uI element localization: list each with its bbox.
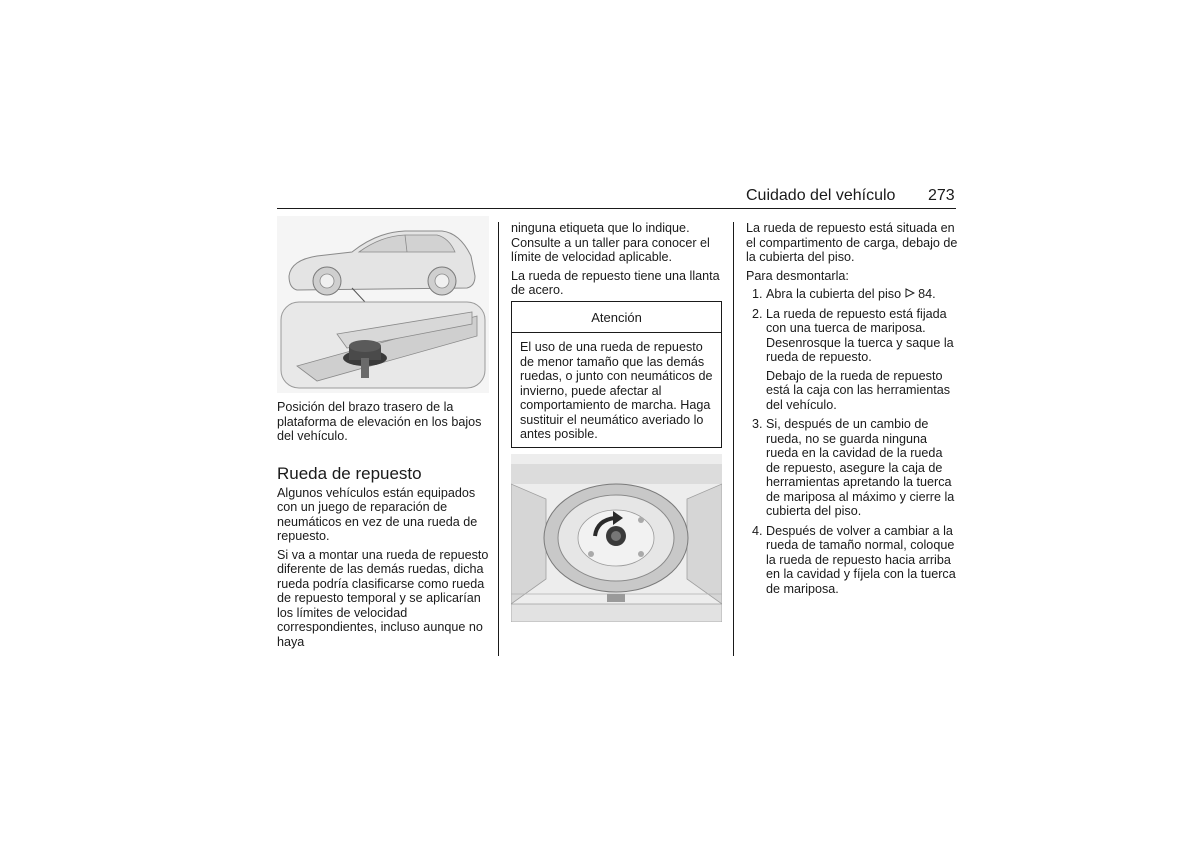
warning-title: Atención	[512, 302, 721, 333]
spare-wheel-icon	[511, 454, 722, 622]
column-divider	[733, 222, 734, 656]
list-item	[746, 524, 958, 597]
section-heading: Rueda de repuesto	[277, 463, 422, 483]
spare-wheel-trunk-illustration	[511, 454, 722, 622]
column-3-text	[746, 221, 958, 601]
page-reference: 84.	[918, 287, 936, 301]
list-item	[746, 287, 958, 302]
running-header-title: Cuidado del vehículo	[746, 187, 896, 204]
step-number: 3.	[752, 417, 763, 431]
paragraph: Algunos vehículos están equipados con un juego de reparación de neumáticos en vez de una rueda de repuesto.	[277, 485, 478, 543]
list-item	[746, 417, 958, 519]
step-text: Después de volver a cambiar a la rueda de tamaño normal, coloque la rueda de repuesto hacia arriba en la cavidad y fíjela con la tuerca de mariposa.	[766, 523, 956, 596]
paragraph: Si va a montar una rueda de repuesto diferente de las demás ruedas, dicha rueda podría clasificarse como rueda de repuesto temporal y se aplicarían los límites de velocidad correspondientes, incluso aunque no haya	[277, 547, 489, 649]
car-illustration-icon	[277, 216, 489, 393]
step-subtext: Debajo de la rueda de repuesto está la caja con las herramientas del vehículo.	[766, 368, 951, 412]
header-rule	[277, 208, 956, 209]
step-number: 4.	[752, 523, 763, 538]
list-item	[746, 307, 958, 413]
warning-box	[511, 301, 722, 448]
warning-body: El uso de una rueda de repuesto de menor tamaño que las demás ruedas, o junto con neumáticos de invierno, puede afectar al comportamiento de marcha. Haga sustituir el neumático averiado lo antes posible.	[520, 340, 713, 441]
step-text: Si, después de un cambio de rueda, no se guarda ninguna rueda en la cavidad de la rueda de repuesto, asegure la caja de herramientas apretando la tuerca de mariposa al máximo y cierre la cubierta del piso.	[766, 417, 955, 518]
page-reference-icon	[905, 287, 915, 302]
paragraph: La rueda de repuesto tiene una llanta de acero.	[511, 268, 720, 297]
step-text: Abra la cubierta del piso	[766, 287, 902, 301]
paragraph: La rueda de repuesto está situada en el compartimento de carga, debajo de la cubierta del piso.	[746, 221, 958, 264]
step-number: 2.	[752, 306, 763, 321]
column-1-text	[277, 400, 489, 653]
figure-caption: Posición del brazo trasero de la plataforma de elevación en los bajos del vehículo.	[277, 400, 482, 443]
car-lift-point-illustration	[277, 216, 489, 393]
page-number: 273	[928, 187, 955, 204]
steps-list	[746, 287, 958, 596]
step-number: 1.	[752, 287, 763, 301]
step-text: La rueda de repuesto está fijada con una tuerca de mariposa. Desenrosque la tuerca y saque la rueda de repuesto.	[766, 306, 954, 364]
column-divider	[498, 222, 499, 656]
paragraph-continued: ninguna etiqueta que lo indique. Consulte a un taller para conocer el límite de velocidad aplicable.	[511, 221, 710, 264]
column-2-text	[511, 221, 723, 302]
removal-title: Para desmontarla:	[746, 268, 849, 283]
